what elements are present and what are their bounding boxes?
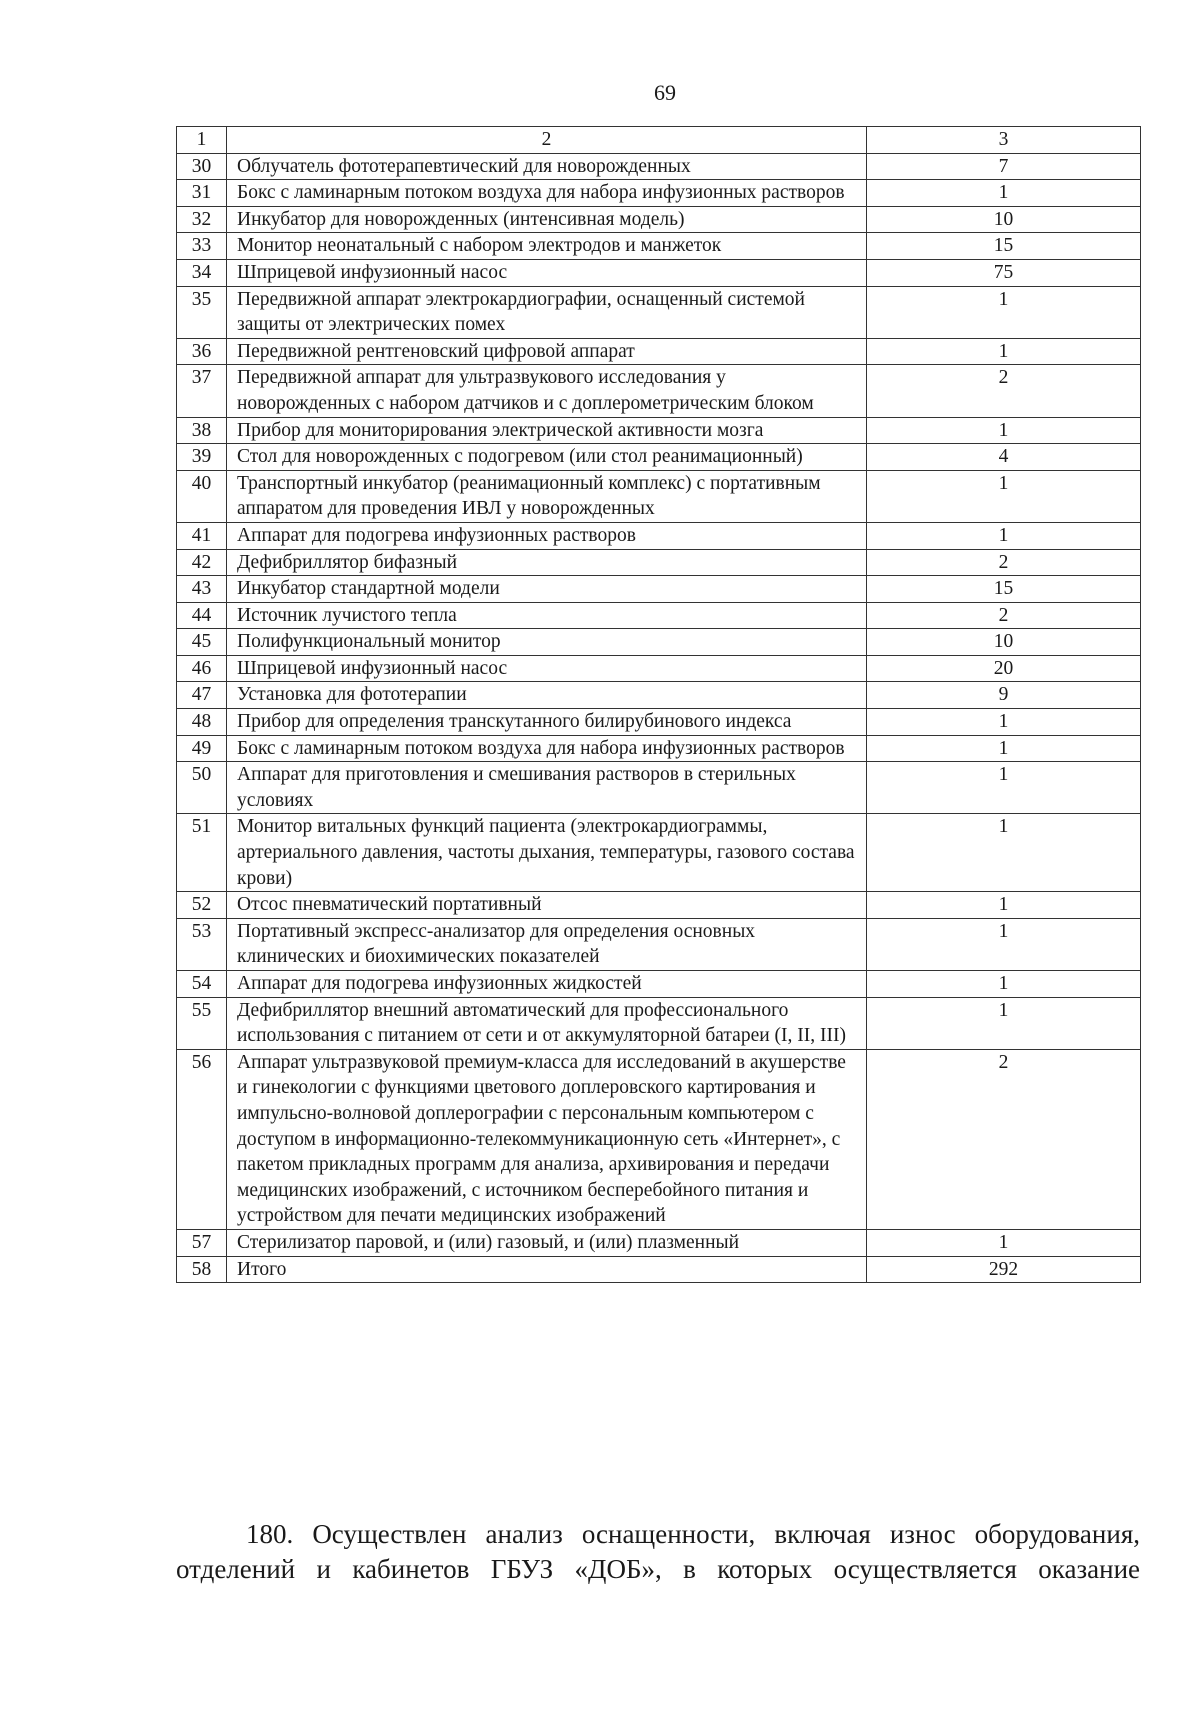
header-col-1: 1 bbox=[177, 127, 227, 154]
paragraph-line-1: 180. Осуществлен анализ оснащенности, включая износ оборудования, bbox=[246, 1519, 1140, 1549]
equipment-quantity: 1 bbox=[867, 470, 1141, 522]
table-row bbox=[177, 522, 1141, 549]
row-number: 33 bbox=[177, 233, 227, 260]
row-number: 56 bbox=[177, 1049, 227, 1229]
paragraph-line-2: отделений и кабинетов ГБУЗ «ДОБ», в которых осуществляется оказание bbox=[176, 1554, 1140, 1584]
equipment-quantity: 1 bbox=[867, 338, 1141, 365]
header-col-2: 2 bbox=[227, 127, 867, 154]
equipment-quantity: 1 bbox=[867, 918, 1141, 970]
equipment-name: Облучатель фототерапевтический для новорожденных bbox=[227, 153, 867, 180]
equipment-quantity: 1 bbox=[867, 286, 1141, 338]
row-number: 40 bbox=[177, 470, 227, 522]
table-row bbox=[177, 997, 1141, 1049]
equipment-quantity: 2 bbox=[867, 365, 1141, 417]
equipment-name: Шприцевой инфузионный насос bbox=[227, 655, 867, 682]
equipment-name: Монитор витальных функций пациента (электрокардиограммы, артериального давления, частоты дыхания, температуры, газового состава крови) bbox=[227, 814, 867, 892]
equipment-quantity: 2 bbox=[867, 602, 1141, 629]
table-row bbox=[177, 918, 1141, 970]
equipment-quantity: 2 bbox=[867, 549, 1141, 576]
equipment-quantity: 75 bbox=[867, 259, 1141, 286]
row-number: 49 bbox=[177, 735, 227, 762]
equipment-quantity: 2 bbox=[867, 1049, 1141, 1229]
table-row bbox=[177, 814, 1141, 892]
table-row bbox=[177, 444, 1141, 471]
table-row bbox=[177, 1049, 1141, 1229]
table-row bbox=[177, 470, 1141, 522]
row-number: 32 bbox=[177, 206, 227, 233]
header-col-3: 3 bbox=[867, 127, 1141, 154]
equipment-name: Монитор неонатальный с набором электродов и манжеток bbox=[227, 233, 867, 260]
equipment-quantity: 1 bbox=[867, 1229, 1141, 1256]
row-number: 45 bbox=[177, 629, 227, 656]
equipment-name: Прибор для мониторирования электрической активности мозга bbox=[227, 417, 867, 444]
table-row bbox=[177, 365, 1141, 417]
equipment-name: Дефибриллятор бифазный bbox=[227, 549, 867, 576]
equipment-name: Бокс с ламинарным потоком воздуха для набора инфузионных растворов bbox=[227, 180, 867, 207]
row-number: 38 bbox=[177, 417, 227, 444]
equipment-table bbox=[176, 126, 1141, 1283]
equipment-quantity: 1 bbox=[867, 522, 1141, 549]
table-header-row bbox=[177, 127, 1141, 154]
equipment-quantity: 7 bbox=[867, 153, 1141, 180]
equipment-name: Транспортный инкубатор (реанимационный комплекс) с портативным аппаратом для проведения ИВЛ у новорожденных bbox=[227, 470, 867, 522]
equipment-name: Передвижной рентгеновский цифровой аппарат bbox=[227, 338, 867, 365]
row-number: 46 bbox=[177, 655, 227, 682]
equipment-name: Итого bbox=[227, 1256, 867, 1283]
table-row bbox=[177, 338, 1141, 365]
equipment-quantity: 292 bbox=[867, 1256, 1141, 1283]
equipment-name: Аппарат ультразвуковой премиум-класса для исследований в акушерстве и гинекологии с функциями цветового доплеровского картирования и импульсно-волновой доплерографии с персональным компьютером с доступом в информационно-телекоммуникационную сеть «Интернет», с пакетом прикладных программ для анализа, архивирования и передачи медицинских изображений, с источником бесперебойного питания и устройством для печати медицинских изображений bbox=[227, 1049, 867, 1229]
row-number: 57 bbox=[177, 1229, 227, 1256]
equipment-name: Стерилизатор паровой, и (или) газовый, и (или) плазменный bbox=[227, 1229, 867, 1256]
row-number: 54 bbox=[177, 971, 227, 998]
row-number: 39 bbox=[177, 444, 227, 471]
row-number: 53 bbox=[177, 918, 227, 970]
equipment-name: Отсос пневматический портативный bbox=[227, 892, 867, 919]
table-row bbox=[177, 153, 1141, 180]
equipment-quantity: 15 bbox=[867, 576, 1141, 603]
table-row bbox=[177, 655, 1141, 682]
table-row bbox=[177, 735, 1141, 762]
table-row bbox=[177, 709, 1141, 736]
equipment-name: Прибор для определения транскутанного билирубинового индекса bbox=[227, 709, 867, 736]
equipment-quantity: 4 bbox=[867, 444, 1141, 471]
row-number: 37 bbox=[177, 365, 227, 417]
table-row bbox=[177, 180, 1141, 207]
equipment-name: Аппарат для подогрева инфузионных жидкостей bbox=[227, 971, 867, 998]
equipment-quantity: 1 bbox=[867, 417, 1141, 444]
row-number: 31 bbox=[177, 180, 227, 207]
page-number: 69 bbox=[654, 80, 676, 105]
table-row bbox=[177, 1229, 1141, 1256]
equipment-quantity: 1 bbox=[867, 180, 1141, 207]
equipment-quantity: 10 bbox=[867, 206, 1141, 233]
table-row bbox=[177, 417, 1141, 444]
table-row bbox=[177, 762, 1141, 814]
equipment-name: Стол для новорожденных с подогревом (или стол реанимационный) bbox=[227, 444, 867, 471]
equipment-quantity: 10 bbox=[867, 629, 1141, 656]
equipment-quantity: 1 bbox=[867, 971, 1141, 998]
equipment-quantity: 1 bbox=[867, 709, 1141, 736]
row-number: 58 bbox=[177, 1256, 227, 1283]
equipment-quantity: 9 bbox=[867, 682, 1141, 709]
table-row bbox=[177, 682, 1141, 709]
equipment-name: Инкубатор стандартной модели bbox=[227, 576, 867, 603]
row-number: 52 bbox=[177, 892, 227, 919]
equipment-name: Бокс с ламинарным потоком воздуха для набора инфузионных растворов bbox=[227, 735, 867, 762]
equipment-name: Передвижной аппарат для ультразвукового исследования у новорожденных с набором датчиков и с доплерометрическим блоком bbox=[227, 365, 867, 417]
equipment-name: Полифункциональный монитор bbox=[227, 629, 867, 656]
row-number: 48 bbox=[177, 709, 227, 736]
body-paragraph bbox=[176, 1517, 1140, 1587]
row-number: 35 bbox=[177, 286, 227, 338]
row-number: 44 bbox=[177, 602, 227, 629]
table-row bbox=[177, 576, 1141, 603]
row-number: 41 bbox=[177, 522, 227, 549]
table-row bbox=[177, 629, 1141, 656]
table-row bbox=[177, 286, 1141, 338]
equipment-quantity: 1 bbox=[867, 735, 1141, 762]
row-number: 42 bbox=[177, 549, 227, 576]
equipment-name: Инкубатор для новорожденных (интенсивная модель) bbox=[227, 206, 867, 233]
equipment-name: Шприцевой инфузионный насос bbox=[227, 259, 867, 286]
row-number: 36 bbox=[177, 338, 227, 365]
row-number: 47 bbox=[177, 682, 227, 709]
table-row bbox=[177, 259, 1141, 286]
equipment-name: Аппарат для приготовления и смешивания растворов в стерильных условиях bbox=[227, 762, 867, 814]
equipment-quantity: 1 bbox=[867, 892, 1141, 919]
table-row bbox=[177, 233, 1141, 260]
equipment-name: Аппарат для подогрева инфузионных растворов bbox=[227, 522, 867, 549]
row-number: 43 bbox=[177, 576, 227, 603]
equipment-quantity: 1 bbox=[867, 814, 1141, 892]
table-row bbox=[177, 971, 1141, 998]
table-row bbox=[177, 892, 1141, 919]
row-number: 34 bbox=[177, 259, 227, 286]
equipment-quantity: 1 bbox=[867, 997, 1141, 1049]
row-number: 55 bbox=[177, 997, 227, 1049]
table-row bbox=[177, 549, 1141, 576]
equipment-quantity: 15 bbox=[867, 233, 1141, 260]
equipment-quantity: 1 bbox=[867, 762, 1141, 814]
equipment-name: Установка для фототерапии bbox=[227, 682, 867, 709]
equipment-name: Дефибриллятор внешний автоматический для профессионального использования с питанием от сети и от аккумуляторной батареи (I, II, III) bbox=[227, 997, 867, 1049]
equipment-name: Портативный экспресс-анализатор для определения основных клинических и биохимических показателей bbox=[227, 918, 867, 970]
equipment-name: Передвижной аппарат электрокардиографии, оснащенный системой защиты от электрических помех bbox=[227, 286, 867, 338]
equipment-name: Источник лучистого тепла bbox=[227, 602, 867, 629]
row-number: 50 bbox=[177, 762, 227, 814]
table-row bbox=[177, 602, 1141, 629]
row-number: 30 bbox=[177, 153, 227, 180]
table-row bbox=[177, 206, 1141, 233]
table-row bbox=[177, 1256, 1141, 1283]
row-number: 51 bbox=[177, 814, 227, 892]
equipment-quantity: 20 bbox=[867, 655, 1141, 682]
